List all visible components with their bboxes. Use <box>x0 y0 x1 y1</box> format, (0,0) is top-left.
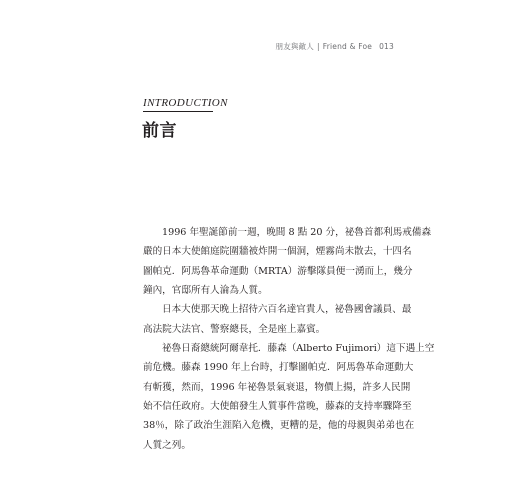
paragraph-line: 祕魯日裔總統阿爾韋托．藤森（Alberto Fujimori）這下遇上空 <box>162 343 435 355</box>
paragraph-line: 日本大使那天晚上招待六百名達官貴人，祕魯國會議員、最 <box>162 304 412 316</box>
book-title-english: Friend & Foe <box>322 42 373 51</box>
body-text <box>143 223 435 455</box>
header-separator: | <box>317 42 320 51</box>
paragraph-line: 高法院大法官、警察總長，全是座上嘉賓。 <box>143 323 326 335</box>
section-label-underline <box>143 111 213 112</box>
book-title: 朋友與敵人 <box>275 42 314 51</box>
paragraph-line: 有斬獲，然而，1996 年祕魯景氣衰退，物價上揚，許多人民開 <box>143 381 411 393</box>
section-label: INTRODUCTION <box>143 97 228 109</box>
paragraph-line: 鐘內，官邸所有人淪為人質。 <box>143 285 268 297</box>
paragraph-line: 前危機。藤森 1990 年上台時，打擊圖帕克．阿馬魯革命運動大 <box>143 362 414 374</box>
paragraph-line: 嚴的日本大使館庭院圍牆被炸開一個洞，煙霧尚未散去，十四名 <box>143 246 412 258</box>
chapter-title: 前言 <box>142 121 177 141</box>
paragraph-line: 38％，除了政治生涯陷入危機，更糟的是，他的母親與弟弟也在 <box>143 420 415 432</box>
paragraph-line: 圖帕克．阿馬魯革命運動（MRTA）游擊隊員便一湧而上，幾分 <box>143 265 413 277</box>
page-number: 013 <box>379 42 394 51</box>
paragraph-line: 始不信任政府。大使館發生人質事件當晚，藤森的支持率驟降至 <box>143 401 412 413</box>
running-head <box>276 41 395 52</box>
paragraph-line: 人質之列。 <box>143 439 191 451</box>
paragraph-line: 1996 年聖誕節前一週，晚間 8 點 20 分，祕魯首都利馬戒備森 <box>162 227 432 238</box>
